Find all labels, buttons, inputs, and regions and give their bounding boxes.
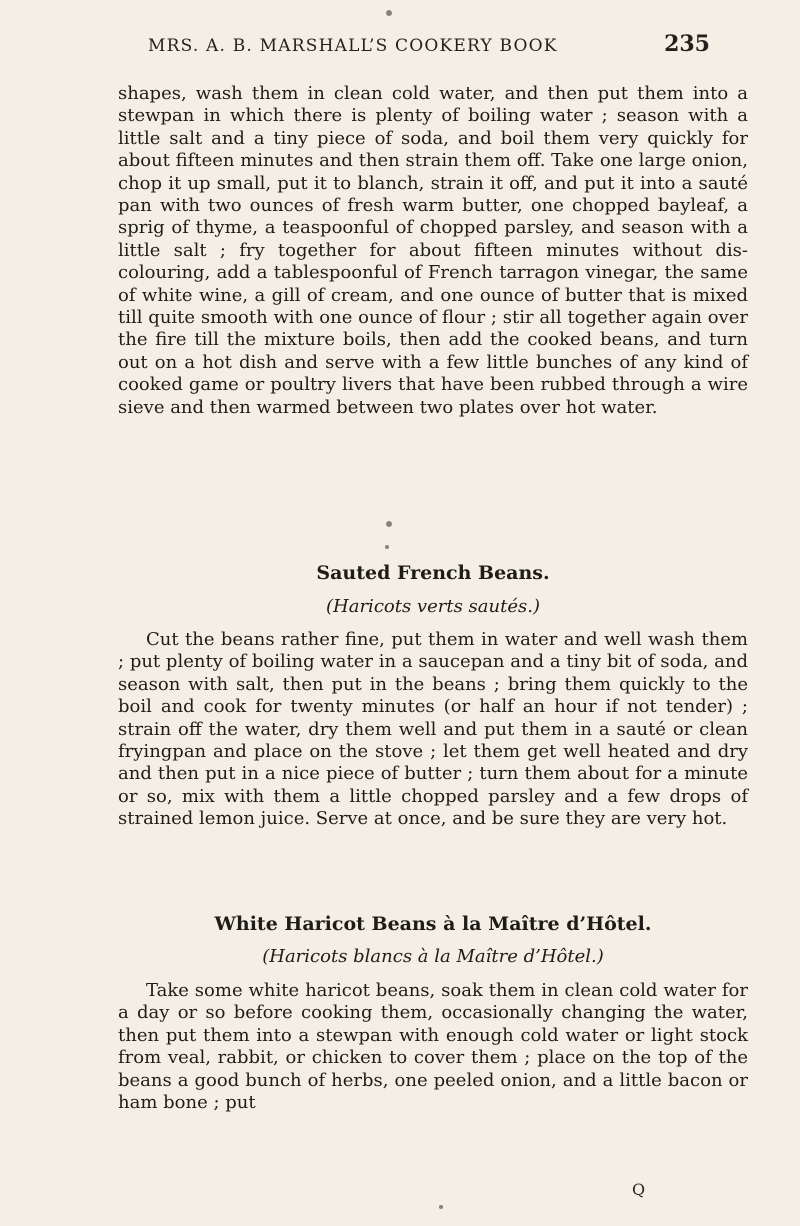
ornament-dot-bottom xyxy=(439,1205,443,1209)
section-subheading-haricots-blancs: (Haricots blancs à la Maître d’Hôtel.) xyxy=(262,946,604,967)
running-head xyxy=(148,36,708,56)
running-title: MRS. A. B. MARSHALL’S COOKERY BOOK xyxy=(148,36,558,56)
ornament-dot-top xyxy=(386,10,392,16)
signature-mark: Q xyxy=(632,1180,646,1199)
section-heading-sauted-french-beans: Sauted French Beans. xyxy=(316,562,550,584)
section-2-paragraph: Take some white haricot beans, soak them in clean cold water for a day or so before cooking them, occasionally changing the water, then put them into a stewpan with enough cold water or light stock from veal, rabbit, or chicken to cover them ; place on the top of the beans a good bunch of herbs, one peeled onion, and a little bacon or ham bone ; put xyxy=(118,980,748,1114)
intro-paragraph: shapes, wash them in clean cold water, and then put them into a stewpan in which there is plenty of boiling water ; season with a little salt and a tiny piece of soda, and boil them very quickly for about fifteen minutes and then strain them off. Take one large onion, chop it up small, put it to blanch, strain it off, and put it into a sauté pan with two ounces of fresh warm butter, one chopped bayleaf, a sprig of thyme, a teaspoonful of chopped parsley, and season with a little salt ; fry together for about fifteen minutes without dis-colouring, add a tablespoonful of French tarragon vinegar, the same of white wine, a gill of cream, and one ounce of butter that is mixed till quite smooth with one ounce of flour ; stir all together again over the fire till the mixture boils, then add the cooked beans, and turn out on a hot dish and serve with a few little bunches of any kind of cooked game or poultry livers that have been rubbed through a wire sieve and then warmed between two plates over hot water. xyxy=(118,83,748,418)
ornament-dot-mid xyxy=(386,521,392,527)
section-heading-white-haricot-beans: White Haricot Beans à la Maître d’Hôtel. xyxy=(214,913,652,935)
section-subheading-haricots-verts: (Haricots verts sautés.) xyxy=(326,596,540,617)
page-number: 235 xyxy=(664,31,710,57)
ornament-dot-small xyxy=(385,545,389,549)
section-1-paragraph: Cut the beans rather fine, put them in water and well wash them ; put plenty of boiling water in a saucepan and a tiny bit of soda, and season with salt, then put in the beans ; bring them quickly to the boil and cook for twenty minutes (or half an hour if not tender) ; strain off the water, dry them well and put them in a sauté or clean fryingpan and place on the stove ; let them get well heated and dry and then put in a nice piece of butter ; turn them about for a minute or so, mix with them a little chopped parsley and a few drops of strained lemon juice. Serve at once, and be sure they are very hot. xyxy=(118,629,748,830)
